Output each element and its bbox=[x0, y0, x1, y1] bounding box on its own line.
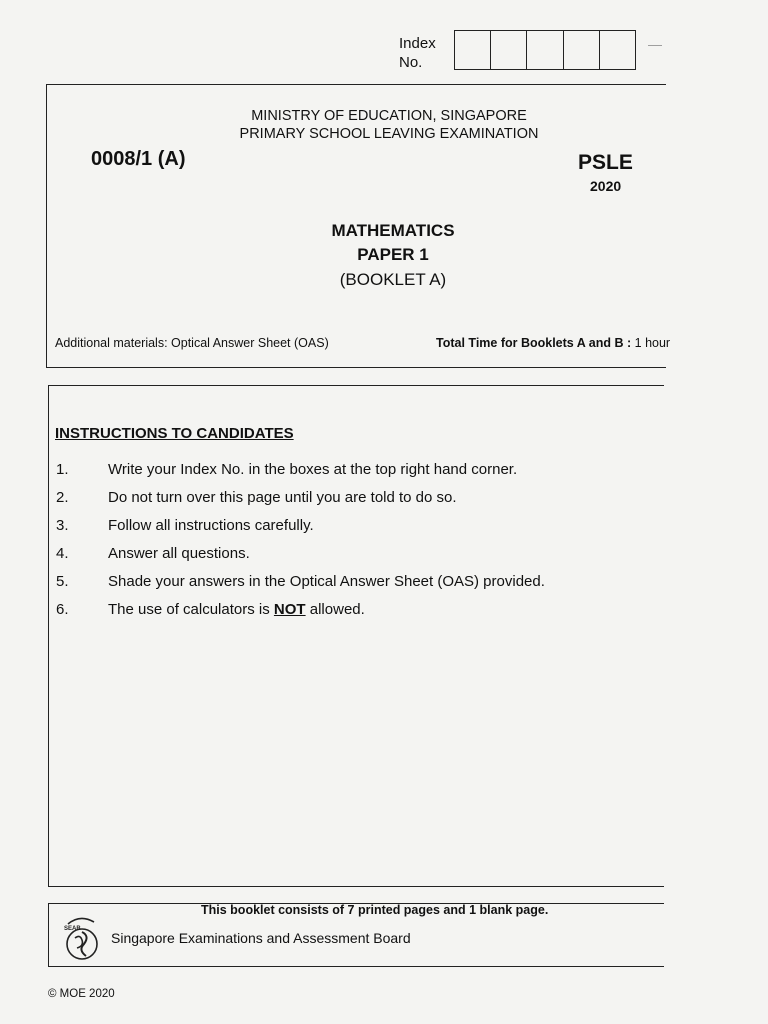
title-block bbox=[0, 219, 768, 293]
index-no-boxes bbox=[454, 30, 636, 70]
copyright: © MOE 2020 bbox=[48, 988, 115, 1000]
paper-title: PAPER 1 bbox=[357, 245, 429, 264]
index-box bbox=[455, 31, 491, 69]
index-label-line1: Index bbox=[399, 35, 436, 52]
ministry-name: MINISTRY OF EDUCATION, SINGAPORE bbox=[251, 108, 527, 124]
index-box bbox=[491, 31, 527, 69]
instruction-item bbox=[56, 598, 656, 626]
instruction-emphasis: NOT bbox=[273, 601, 306, 618]
instruction-text bbox=[108, 598, 365, 626]
index-box bbox=[564, 31, 600, 69]
exam-name: PRIMARY SCHOOL LEAVING EXAMINATION bbox=[239, 126, 539, 142]
instruction-text: Write your Index No. in the boxes at the top right hand corner. bbox=[108, 461, 518, 478]
instruction-number: 5. bbox=[56, 573, 69, 590]
instruction-text: Follow all instructions carefully. bbox=[108, 517, 314, 534]
instructions-list bbox=[56, 458, 656, 626]
instruction-item bbox=[56, 458, 656, 486]
instruction-item bbox=[56, 570, 656, 598]
exam-year: 2020 bbox=[590, 178, 622, 194]
index-box bbox=[527, 31, 563, 69]
booklet-title: (BOOKLET A) bbox=[339, 270, 447, 289]
ministry-heading bbox=[0, 107, 768, 143]
instruction-text-before: The use of calculators is bbox=[108, 601, 274, 618]
instruction-number: 4. bbox=[56, 545, 69, 562]
examination-board: Singapore Examinations and Assessment Board bbox=[111, 930, 411, 946]
additional-materials: Additional materials: Optical Answer Sheet (OAS) bbox=[55, 336, 329, 350]
index-no-label bbox=[399, 34, 436, 72]
total-time-label: Total Time for Booklets A and B bbox=[436, 336, 624, 350]
index-box bbox=[600, 31, 635, 69]
instruction-text-after: allowed. bbox=[305, 601, 365, 618]
instruction-text: Do not turn over this page until you are told to do so. bbox=[108, 489, 457, 506]
subject-title: MATHEMATICS bbox=[331, 221, 455, 240]
total-time-value: 1 hour bbox=[634, 336, 671, 350]
psle-label: PSLE bbox=[578, 151, 633, 174]
instruction-item bbox=[56, 514, 656, 542]
instruction-number: 6. bbox=[56, 601, 69, 618]
instruction-text: Shade your answers in the Optical Answer Sheet (OAS) provided. bbox=[108, 573, 545, 590]
total-time bbox=[436, 336, 670, 350]
instruction-item bbox=[56, 486, 656, 514]
instruction-item bbox=[56, 542, 656, 570]
seab-logo-icon bbox=[60, 912, 106, 962]
paper-code: 0008/1 (A) bbox=[91, 148, 186, 170]
index-dash: — bbox=[648, 36, 662, 52]
instruction-number: 3. bbox=[56, 517, 69, 534]
index-label-line2: No. bbox=[399, 54, 423, 71]
booklet-page-info: This booklet consists of 7 printed pages and 1 blank page. bbox=[201, 903, 549, 917]
total-time-separator: : bbox=[623, 336, 635, 350]
instruction-number: 1. bbox=[56, 461, 69, 478]
instruction-text: Answer all questions. bbox=[108, 545, 250, 562]
seab-logo-text: SEAB bbox=[64, 926, 81, 932]
instructions-heading: INSTRUCTIONS TO CANDIDATES bbox=[55, 425, 294, 442]
instruction-number: 2. bbox=[56, 489, 69, 506]
